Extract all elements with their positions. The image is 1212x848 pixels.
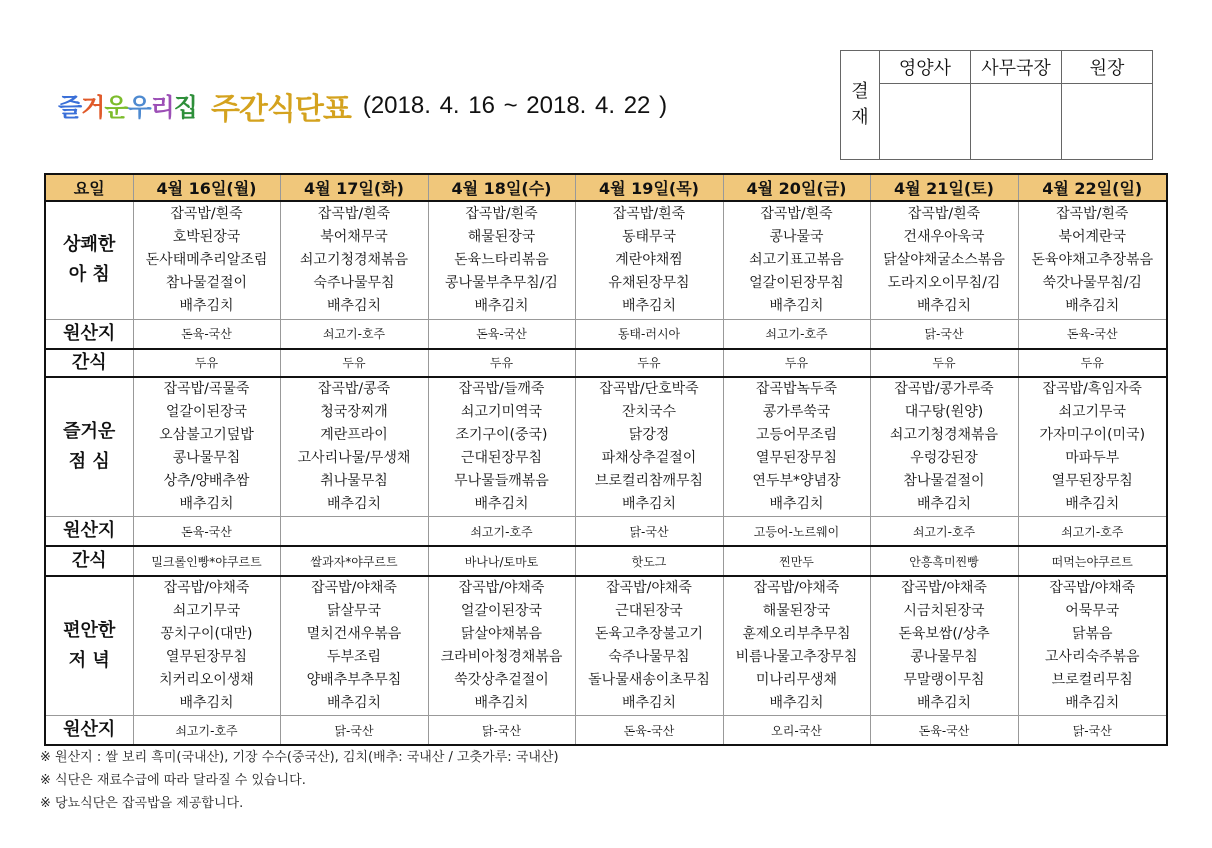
breakfast-cell: 잡곡밥/흰죽 건새우아욱국 닭살야채굴소스볶음 도라지오이무침/김 배추김치 bbox=[870, 201, 1018, 319]
dinner-cell: 잡곡밥/야채죽 근대된장국 돈육고추장불고기 숙주나물무침 돌나물새송이초무침 배추김치 bbox=[575, 576, 723, 716]
dinner-origin-cell: 오리-국산 bbox=[723, 716, 870, 746]
row-label: 즐거운 점 심 bbox=[45, 377, 133, 517]
dinner-cell: 잡곡밥/야채죽 닭살무국 멸치건새우볶음 두부조림 양배추부추무침 배추김치 bbox=[280, 576, 428, 716]
day-header: 4월 21일(토) bbox=[870, 174, 1018, 201]
lunch-origin-cell: 쇠고기-호주 bbox=[428, 517, 575, 547]
row-label: 상쾌한 아 침 bbox=[45, 201, 133, 319]
dinner-origin-cell: 쇠고기-호주 bbox=[133, 716, 280, 746]
lunch-cell: 잡곡밥/들깨죽 쇠고기미역국 조기구이(중국) 근대된장무침 무나물들깨볶음 배추김치 bbox=[428, 377, 575, 517]
row-label: 간식 bbox=[45, 349, 133, 377]
brand-logo bbox=[58, 88, 197, 124]
dinner-row bbox=[45, 576, 1167, 716]
breakfast-cell: 잡곡밥/흰죽 해물된장국 돈육느타리볶음 콩나물부추무침/김 배추김치 bbox=[428, 201, 575, 319]
signature-box-director bbox=[1062, 84, 1153, 160]
lunch-cell: 잡곡밥/단호박죽 잔치국수 닭강정 파채상추겉절이 브로컬리참깨무침 배추김치 bbox=[575, 377, 723, 517]
snack2-cell: 핫도그 bbox=[575, 546, 723, 576]
day-column-header: 요일 bbox=[45, 174, 133, 201]
footnote-diabetic: ※ 당뇨식단은 잡곡밥을 제공합니다. bbox=[40, 796, 244, 811]
dinner-origin-row bbox=[45, 716, 1167, 746]
footnote-supply: ※ 식단은 재료수급에 따라 달라질 수 있습니다. bbox=[40, 773, 306, 788]
brand-char: 우 bbox=[127, 93, 151, 122]
approval-label: 결 재 bbox=[841, 51, 880, 160]
snack2-cell: 안흥흑미찐빵 bbox=[870, 546, 1018, 576]
breakfast-origin-cell: 쇠고기-호주 bbox=[723, 319, 870, 349]
dinner-origin-cell: 닭-국산 bbox=[428, 716, 575, 746]
lunch-cell: 잡곡밥/곡물죽 얼갈이된장국 오삼불고기덮밥 콩나물무침 상추/양배추쌈 배추김치 bbox=[133, 377, 280, 517]
day-header: 4월 22일(일) bbox=[1018, 174, 1167, 201]
breakfast-cell: 잡곡밥/흰죽 동태무국 계란야채찜 유채된장무침 배추김치 bbox=[575, 201, 723, 319]
weekly-menu-table bbox=[44, 173, 1168, 746]
dinner-cell: 잡곡밥/야채죽 얼갈이된장국 닭살야채볶음 크라비아청경채볶음 쑥갓상추겉절이 배추김치 bbox=[428, 576, 575, 716]
approval-role-director: 원장 bbox=[1062, 51, 1153, 84]
page-title: 주간식단표 bbox=[210, 92, 351, 127]
row-label: 원산지 bbox=[45, 319, 133, 349]
footnotes bbox=[40, 746, 559, 815]
breakfast-origin-cell: 닭-국산 bbox=[870, 319, 1018, 349]
approval-role-nutritionist: 영양사 bbox=[880, 51, 971, 84]
afternoon-snack-row bbox=[45, 546, 1167, 576]
breakfast-cell: 잡곡밥/흰죽 콩나물국 쇠고기표고볶음 얼갈이된장무침 배추김치 bbox=[723, 201, 870, 319]
day-header: 4월 16일(월) bbox=[133, 174, 280, 201]
row-label: 간식 bbox=[45, 546, 133, 576]
snack2-cell: 떠먹는야쿠르트 bbox=[1018, 546, 1167, 576]
dinner-origin-cell: 닭-국산 bbox=[280, 716, 428, 746]
footnote-origin: ※ 원산지 : 쌀 보리 흑미(국내산), 기장 수수(중국산), 김치(배추: 국내산 / 고춧가루: 국내산) bbox=[40, 750, 559, 765]
lunch-origin-cell: 돈육-국산 bbox=[133, 517, 280, 547]
breakfast-origin-cell: 돈육-국산 bbox=[428, 319, 575, 349]
dinner-origin-cell: 닭-국산 bbox=[1018, 716, 1167, 746]
lunch-origin-row bbox=[45, 517, 1167, 547]
dinner-cell: 잡곡밥/야채죽 쇠고기무국 꽁치구이(대만) 열무된장무침 치커리오이생채 배추김치 bbox=[133, 576, 280, 716]
brand-char: 리 bbox=[150, 93, 174, 122]
day-header: 4월 19일(목) bbox=[575, 174, 723, 201]
snack1-cell: 두유 bbox=[280, 349, 428, 377]
row-label: 원산지 bbox=[45, 517, 133, 547]
snack2-cell: 쌀과자*야쿠르트 bbox=[280, 546, 428, 576]
dinner-cell: 잡곡밥/야채죽 어묵무국 닭볶음 고사리숙주볶음 브로컬리무침 배추김치 bbox=[1018, 576, 1167, 716]
snack2-cell: 찐만두 bbox=[723, 546, 870, 576]
dinner-origin-cell: 돈육-국산 bbox=[575, 716, 723, 746]
lunch-origin-cell: 쇠고기-호주 bbox=[870, 517, 1018, 547]
brand-char: 즐 bbox=[58, 93, 82, 122]
lunch-row bbox=[45, 377, 1167, 517]
lunch-cell: 잡곡밥/콩가루죽 대구탕(원양) 쇠고기청경채볶음 우렁강된장 참나물겉절이 배추김치 bbox=[870, 377, 1018, 517]
signature-box-office-manager bbox=[971, 84, 1062, 160]
breakfast-cell: 잡곡밥/흰죽 북어채무국 쇠고기청경채볶음 숙주나물무침 배추김치 bbox=[280, 201, 428, 319]
snack1-cell: 두유 bbox=[723, 349, 870, 377]
row-label: 원산지 bbox=[45, 716, 133, 746]
snack2-cell: 밀크롤인빵*야쿠르트 bbox=[133, 546, 280, 576]
brand-char: 거 bbox=[81, 93, 105, 122]
page-header bbox=[58, 86, 667, 126]
dinner-cell: 잡곡밥/야채죽 시금치된장국 돈육보쌈(/상추 콩나물무침 무말랭이무침 배추김치 bbox=[870, 576, 1018, 716]
breakfast-origin-row bbox=[45, 319, 1167, 349]
morning-snack-row bbox=[45, 349, 1167, 377]
breakfast-origin-cell: 돈육-국산 bbox=[1018, 319, 1167, 349]
brand-char: 운 bbox=[104, 93, 128, 122]
snack1-cell: 두유 bbox=[575, 349, 723, 377]
lunch-origin-cell: 쇠고기-호주 bbox=[1018, 517, 1167, 547]
breakfast-row bbox=[45, 201, 1167, 319]
lunch-origin-cell: 닭-국산 bbox=[575, 517, 723, 547]
breakfast-cell: 잡곡밥/흰죽 호박된장국 돈사태메추리알조림 참나물겉절이 배추김치 bbox=[133, 201, 280, 319]
breakfast-origin-cell: 돈육-국산 bbox=[133, 319, 280, 349]
brand-char: 집 bbox=[173, 93, 197, 122]
snack2-cell: 바나나/토마토 bbox=[428, 546, 575, 576]
signature-box-nutritionist bbox=[880, 84, 971, 160]
approval-role-office-manager: 사무국장 bbox=[971, 51, 1062, 84]
dinner-cell: 잡곡밥/야채죽 해물된장국 훈제오리부추무침 비름나물고추장무침 미나리무생채 배추김치 bbox=[723, 576, 870, 716]
snack1-cell: 두유 bbox=[1018, 349, 1167, 377]
day-header: 4월 20일(금) bbox=[723, 174, 870, 201]
lunch-cell: 잡곡밥/콩죽 청국장찌개 계란프라이 고사리나물/무생채 취나물무침 배추김치 bbox=[280, 377, 428, 517]
lunch-cell: 잡곡밥/흑임자죽 쇠고기무국 가자미구이(미국) 마파두부 열무된장무침 배추김치 bbox=[1018, 377, 1167, 517]
breakfast-origin-cell: 쇠고기-호주 bbox=[280, 319, 428, 349]
lunch-cell: 잡곡밥녹두죽 콩가루쑥국 고등어무조림 열무된장무침 연두부*양념장 배추김치 bbox=[723, 377, 870, 517]
approval-box bbox=[840, 50, 1153, 160]
snack1-cell: 두유 bbox=[870, 349, 1018, 377]
date-range: (2018. 4. 16 ~ 2018. 4. 22 ) bbox=[362, 92, 668, 119]
breakfast-origin-cell: 동태-러시아 bbox=[575, 319, 723, 349]
dinner-origin-cell: 돈육-국산 bbox=[870, 716, 1018, 746]
snack1-cell: 두유 bbox=[133, 349, 280, 377]
breakfast-cell: 잡곡밥/흰죽 북어계란국 돈육야채고추장볶음 쑥갓나물무침/김 배추김치 bbox=[1018, 201, 1167, 319]
day-header: 4월 17일(화) bbox=[280, 174, 428, 201]
lunch-origin-cell bbox=[280, 517, 428, 547]
day-header: 4월 18일(수) bbox=[428, 174, 575, 201]
snack1-cell: 두유 bbox=[428, 349, 575, 377]
lunch-origin-cell: 고등어-노르웨이 bbox=[723, 517, 870, 547]
row-label: 편안한 저 녁 bbox=[45, 576, 133, 716]
